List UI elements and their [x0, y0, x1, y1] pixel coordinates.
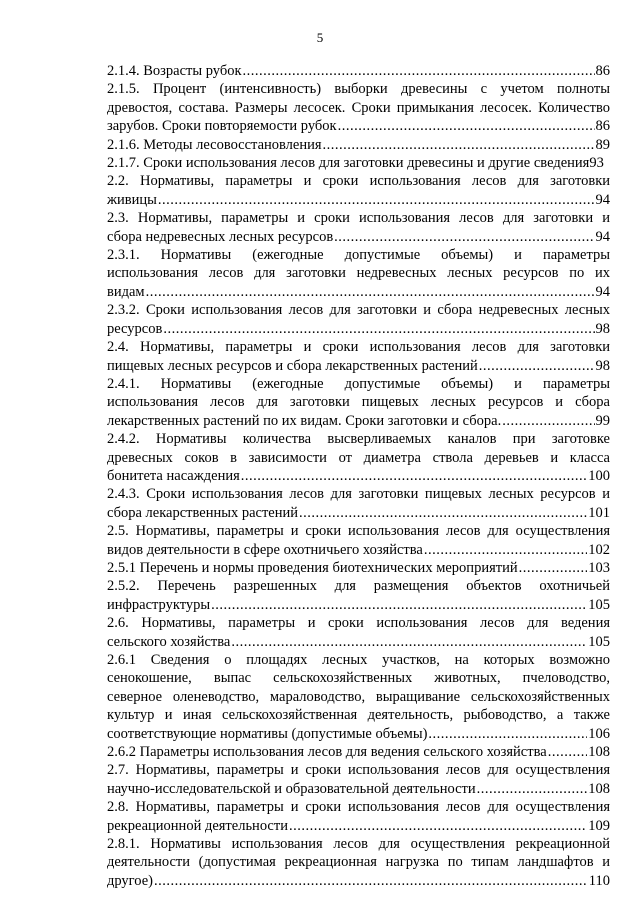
toc-entry[interactable] [107, 301, 610, 338]
toc-entry-line: 2.7. Нормативы, параметры и сроки использования лесов для осуществления [107, 762, 610, 779]
toc-entry-line: древостоя, состава. Размеры лесосек. Сроки примыкания лесосек. Количество [107, 99, 610, 116]
toc-page-number: 86 [595, 63, 610, 79]
toc-page-number: 103 [588, 559, 610, 576]
dot-leader [231, 633, 587, 651]
toc-entry-line: древесных соков в зависимости от диаметра ствола деревьев и класса [107, 449, 610, 466]
dot-leader [479, 357, 595, 375]
toc-entry-line: 2.6.1 Сведения о площадях лесных участков, на которых возможно [107, 652, 610, 668]
page-number: 5 [316, 30, 324, 45]
toc-entry-line: 2.4.3. Сроки использования лесов для заготовки пищевых лесных ресурсов и [107, 486, 610, 503]
dot-leader [146, 283, 595, 301]
toc-entry-line: 2.2. Нормативы, параметры и сроки использования лесов для заготовки [107, 173, 610, 190]
dot-leader [548, 743, 588, 761]
toc-entry-title: 2.6.2 Параметры использования лесов для ведения сельского хозяйства [107, 744, 547, 761]
dot-leader [211, 596, 587, 614]
toc-entry-title: сбора недревесных лесных ресурсов [107, 228, 334, 245]
toc-entry-title: 2.5.1 Перечень и нормы проведения биотехнических мероприятий [107, 559, 518, 576]
toc-entry-line: 2.8. Нормативы, параметры и сроки использования лесов для осуществления [107, 799, 610, 816]
toc-entry[interactable] [107, 136, 610, 154]
toc-entry[interactable] [107, 485, 610, 522]
toc-entry-line: использования лесов для заготовки недревесных лесных ресурсов по их [107, 265, 610, 282]
toc-page-number: 102 [588, 541, 610, 558]
toc-page-number: 109 [588, 817, 610, 834]
toc-page-number: 98 [595, 320, 610, 337]
toc-entry[interactable] [107, 246, 610, 301]
toc-entry[interactable] [107, 761, 610, 798]
toc-entry-line: сенокошение, выпас сельскохозяйственных животных, пчеловодство, [107, 670, 610, 687]
toc-entry-title: рекреационной деятельности [107, 817, 288, 834]
toc-entry[interactable] [107, 577, 610, 614]
toc-entry-title: сельского хозяйства [107, 633, 231, 650]
toc-page-number: 89 [595, 136, 610, 153]
toc-entry[interactable] [107, 154, 610, 172]
toc-entry[interactable] [107, 559, 610, 577]
toc-entry-title: сбора лекарственных растений [107, 504, 299, 521]
toc-entry[interactable] [107, 835, 610, 890]
toc-entry-line: 2.6. Нормативы, параметры и сроки использования лесов для ведения [107, 615, 610, 632]
toc-entry-title: пищевых лесных ресурсов и сбора лекарственных растений [107, 357, 478, 374]
toc-page-number: 93 [589, 155, 604, 172]
dot-leader [428, 725, 587, 743]
toc-entry[interactable] [107, 522, 610, 559]
toc-entry-title: 2.1.4. Возрасты рубок [107, 63, 242, 79]
toc-entry[interactable] [107, 798, 610, 835]
toc-page-number: 100 [588, 467, 610, 484]
dot-leader [154, 872, 588, 890]
toc-page-number: 105 [588, 596, 610, 613]
toc-entry-title: видам [107, 283, 145, 300]
toc-entry-line: 2.5.2. Перечень разрешенных для размещения объектов охотничьей [107, 578, 610, 595]
toc-page-number: 108 [588, 780, 610, 797]
toc-page-number: 110 [588, 872, 610, 889]
toc-entry-line: 2.4.1. Нормативы (ежегодные допустимые объемы) и параметры [107, 375, 610, 392]
dot-leader [163, 320, 594, 338]
dot-leader [241, 467, 587, 485]
dot-leader [519, 559, 588, 577]
toc-entry-line: использования лесов для заготовки пищевых лесных ресурсов и сбора [107, 394, 610, 411]
toc-entry[interactable] [107, 209, 610, 246]
toc-page-number: 99 [595, 412, 610, 429]
dot-leader [299, 504, 587, 522]
toc-entry-line: культур и иная сельскохозяйственная деятельность, рыбоводство, а также [107, 707, 610, 724]
toc-entry-line: деятельности (допустимая рекреационная нагрузка по типам ландшафтов и [107, 854, 610, 871]
toc-page-number: 94 [595, 283, 610, 300]
toc-page-number: 94 [595, 228, 610, 245]
toc-entry-title: 2.1.7. Сроки использования лесов для заготовки древесины и другие сведения [107, 155, 590, 172]
dot-leader [243, 62, 595, 80]
toc-entry-line: 2.4. Нормативы, параметры и сроки использования лесов для заготовки [107, 339, 610, 356]
toc-page-number: 101 [588, 504, 610, 521]
toc-entry[interactable] [107, 614, 610, 651]
dot-leader [158, 191, 595, 209]
toc-entry-line: 2.4.2. Нормативы количества высверливаемых каналов при заготовке [107, 431, 610, 448]
table-of-contents [107, 62, 610, 890]
toc-entry-title: научно-исследовательской и образовательной деятельности [107, 780, 476, 797]
toc-entry[interactable] [107, 62, 610, 80]
toc-page-number: 108 [588, 744, 610, 761]
dot-leader [338, 117, 595, 135]
toc-entry-title: соответствующие нормативы (допустимые объемы) [107, 725, 428, 742]
toc-page-number: 98 [595, 357, 610, 374]
toc-page-number: 105 [588, 633, 610, 650]
dot-leader [424, 541, 587, 559]
toc-entry-title: 2.1.6. Методы лесовосстановления [107, 136, 322, 153]
toc-entry-title: зарубов. Сроки повторяемости рубок [107, 118, 337, 135]
toc-page-number: 106 [588, 725, 610, 742]
toc-page-number: 94 [595, 191, 610, 208]
dot-leader [502, 412, 594, 430]
toc-entry-title: видов деятельности в сфере охотничьего хозяйства [107, 541, 423, 558]
toc-entry-line: 2.5. Нормативы, параметры и сроки использования лесов для осуществления [107, 523, 610, 540]
toc-entry[interactable] [107, 743, 610, 761]
toc-entry-line: 2.3. Нормативы, параметры и сроки использования лесов для заготовки и [107, 210, 610, 227]
toc-entry-title: ресурсов [107, 320, 163, 337]
toc-entry[interactable] [107, 338, 610, 375]
toc-entry-title: инфраструктуры [107, 596, 211, 613]
dot-leader [477, 780, 588, 798]
dot-leader [334, 228, 594, 246]
toc-entry-title: лекарственных растений по их видам. Сроки заготовки и сбора. [107, 412, 502, 429]
toc-entry-line: 2.3.2. Сроки использования лесов для заготовки и сбора недревесных лесных [107, 302, 610, 319]
toc-entry-line: 2.8.1. Нормативы использования лесов для осуществления рекреационной [107, 836, 610, 853]
toc-page-number: 86 [595, 118, 610, 135]
toc-entry[interactable] [107, 80, 610, 135]
toc-entry-line: северное оленеводство, мараловодство, выращивание сельскохозяйственных [107, 688, 610, 705]
toc-entry[interactable] [107, 375, 610, 430]
toc-entry-line: 2.1.5. Процент (интенсивность) выборки древесины с учетом полноты [107, 81, 610, 98]
toc-entry-title: бонитета насаждения [107, 467, 240, 484]
toc-entry-title: другое) [107, 872, 153, 889]
dot-leader [289, 817, 587, 835]
dot-leader [323, 136, 595, 154]
toc-entry-line: 2.3.1. Нормативы (ежегодные допустимые объемы) и параметры [107, 247, 610, 264]
toc-entry[interactable] [107, 172, 610, 209]
toc-entry[interactable] [107, 430, 610, 485]
toc-entry-title: живицы [107, 191, 157, 208]
toc-entry[interactable] [107, 651, 610, 743]
